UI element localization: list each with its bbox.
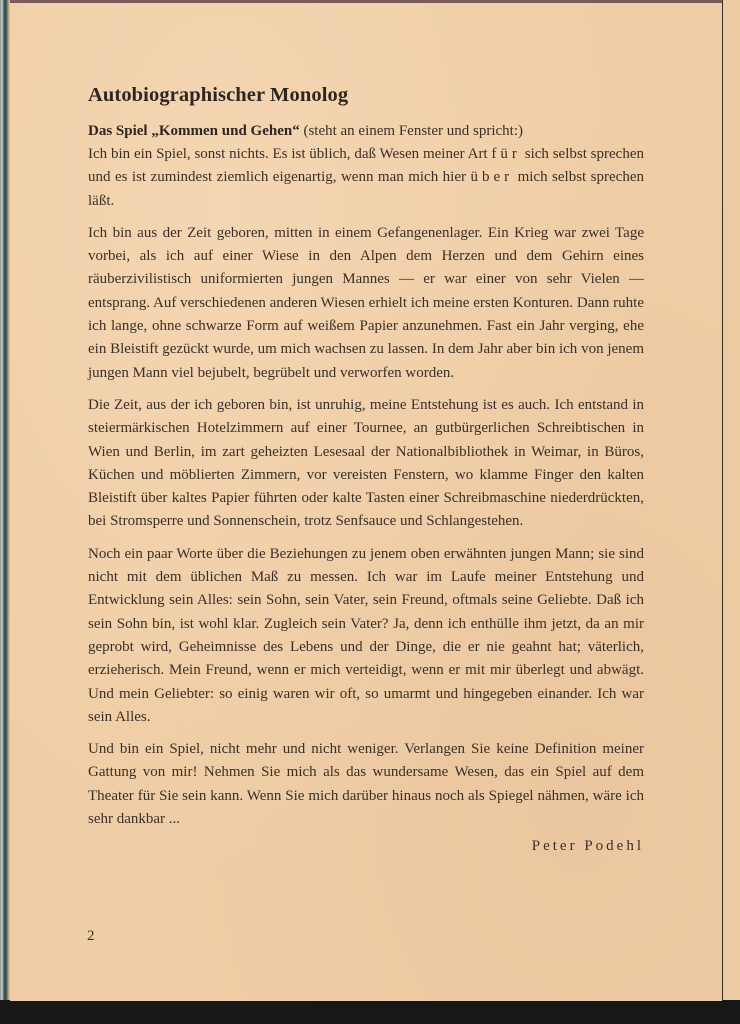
play-title: Das Spiel „Kommen und Gehen“	[88, 123, 300, 139]
scene-heading	[88, 120, 644, 143]
page-content	[88, 84, 644, 855]
page-title: Autobiographischer Monolog	[88, 84, 349, 106]
paragraph-3: Die Zeit, aus der ich geboren bin, ist unruhig, meine Entstehung ist es auch. Ich entstand in steiermärkischen Hotelzimmern auf einer Tournee, an gutbürgerlichen Schreibtischen in Wien und Berlin, im zart geheizten Lesesaal der Nationalbibliothek in Weimar, in Büros, Küchen und möblierten Zimmern, vor vereisten Fenstern, wo klamme Finger den kalten Bleistift über kaltes Papier führten oder kalte Tasten einer Schreibmaschine niederdrückten, bei Stromsperre und Sonnenschein, trotz Senfsauce und Schlangestehen.	[88, 396, 644, 530]
book-spine-edge	[0, 0, 10, 1000]
author-signature: Peter Podehl	[531, 838, 644, 855]
paragraph-4: Noch ein paar Worte über die Beziehungen zu jenem oben erwähnten jungen Mann; sie sind nicht mit dem üblichen Maß zu messen. Ich war im Laufe meiner Entstehung und Entwicklung sein Alles: sein Sohn, sein Vater, sein Freund, oftmals seine Geliebte. Daß ich sein Sohn bin, ist wohl klar. Zugleich sein Vater? Ja, denn ich enthülle ihm jetzt, da an mir geprobt wird, Geheimnisse des Lebens und der Dinge, die er nie geahnt hat; väterlich, erzieherisch. Mein Freund, wenn er mich verteidigt, wenn er mit mir überlegt und abwägt. Und mein Geliebter: so einig waren wir oft, so umarmt und hingegeben einander. Ich war sein Alles.	[88, 545, 644, 725]
paragraph-text: Ich bin ein Spiel, sonst nichts. Es ist üblich, daß Wesen meiner Art	[88, 146, 492, 162]
next-page-edge	[722, 0, 740, 1000]
stage-direction: (steht an einem Fenster und spricht:)	[299, 123, 523, 139]
emphasis-spaced: über	[470, 169, 514, 186]
paragraph-2: Ich bin aus der Zeit geboren, mitten in einem Gefangenenlager. Ein Krieg war zwei Tage vorbei, als ich auf einer Wiese in den Alpen dem Herzen und dem Gehirn eines räuberzivilistisch uniformierten jungen Mannes — er war einer von sehr Vielen — entsprang. Auf verschiedenen anderen Wiesen erhielt ich meine ersten Konturen. Dann ruhte ich lange, ohne schwarze Form auf weißem Papier anzunehmen. Fast ein Jahr verging, ehe ein Bleistift gezückt wurde, um mich wachsen zu lassen. In dem Jahr aber bin ich von jenem jungen Mann viel bejubelt, begrübelt und verworfen worden.	[88, 224, 644, 381]
paragraph-text: mich selbst sprechen läßt.	[88, 169, 644, 209]
page-number: 2	[87, 928, 95, 944]
paragraph-text: sich selbst sprechen und es ist zumindest ziemlich eigenartig, wenn man mich hier	[88, 146, 644, 186]
paragraph-5: Und bin ein Spiel, nicht mehr und nicht weniger. Verlangen Sie keine Definition meiner Gattung von mir! Nehmen Sie mich als das wundersame Wesen, das ein Spiel auf dem Theater für Sie sein kann. Wenn Sie mich darüber hinaus noch als Spiegel nähmen, wäre ich sehr dankbar ...	[88, 741, 644, 828]
scan-background	[0, 1001, 740, 1024]
paragraph-1	[88, 143, 644, 213]
emphasis-spaced: für	[491, 146, 521, 162]
